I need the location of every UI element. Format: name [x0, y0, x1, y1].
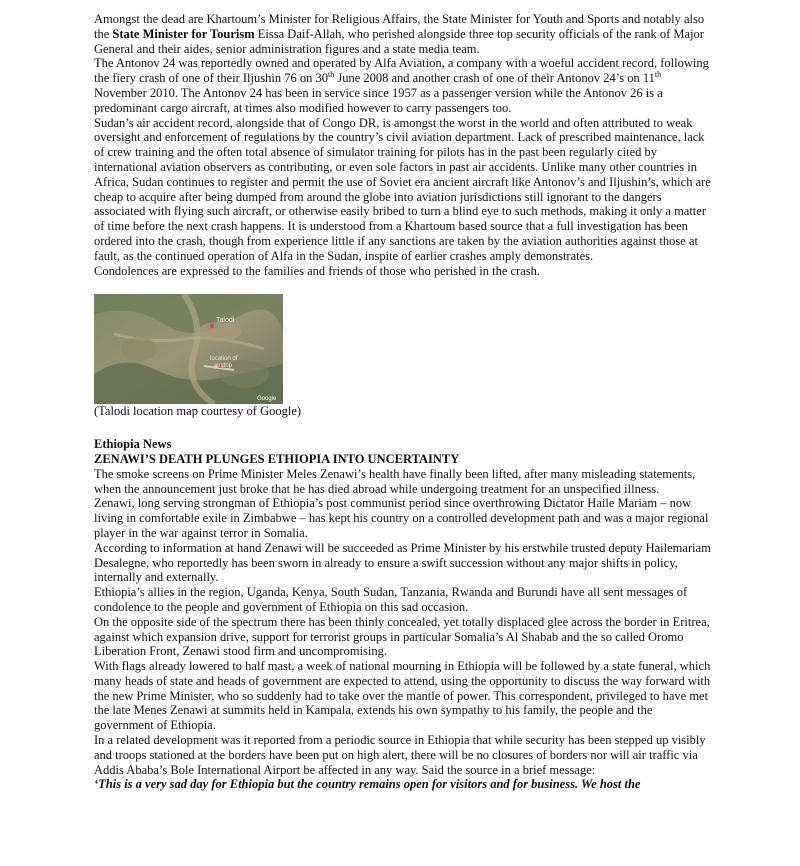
ethiopia-section: [94, 437, 714, 792]
quote-text: ‘This is a very sad day for Ethiopia but the country remains open for visitors and for business. We host the: [94, 777, 641, 792]
bold-text: State Minister for Tourism: [112, 26, 255, 41]
paragraph: In a related development was it reported from a periodic source in Ethiopia that while security has been stepped up visibly and troops stationed at the borders have been put on high alert, there will be no closures of borders nor will air traffic via Addis Ababa’s Bole International Airport be affected in any way. Said the source in a brief message:: [94, 733, 706, 777]
document-page: [94, 12, 714, 792]
paragraph: Ethiopia’s allies in the region, Uganda, Kenya, South Sudan, Tanzania, Rwanda and Burundi have all sent messages of condolence to the people and government of Ethiopia on this sad occasion.: [94, 585, 688, 614]
paragraph-condolences: Condolences are expressed to the families and friends of those who perished in the crash.: [94, 263, 541, 278]
paragraph: The smoke screens on Prime Minister Meles Zenawi’s health have finally been lifted, after many misleading statements, when the announcement just broke that he has died abroad while undergoing treatment for an unspecified illness.: [94, 466, 696, 496]
map-caption: (Talodi location map courtesy of Google): [94, 404, 302, 419]
paragraph-accident-record: Sudan’s air accident record, alongside that of Congo DR, is amongst the worst in the world and often attributed to weak oversight and enforcement of regulations by the country’s civil aviation department. Lack of prescribed maintenance, lack of crew training and the often total absence of simulator training for pilots has in the past been regularly cited by international aviation observers as contributing, or even sole factors in past air accidents. Unlike many other countries in Africa, Sudan continues to register and permit the use of Soviet era ancient aircraft like Antonov’s and Iljushin’s, which are cheap to acquire after being dumped from around the globe into aviation jurisdictions still ignorant to the dangers associated with flying such aircraft, or otherwise easily bribed to turn a blind eye to such methods, making it only a matter of time before the next crash happens. It is understood from a Khartoum based source that a full investigation has been ordered into the crash, though from experience little if any sanctions are taken by the aviation authorities against those at fault, as the continued operation of Alfa in the Sudan, inspite of earlier crashes amply demonstrates.: [94, 115, 711, 263]
paragraph: According to information at hand Zenawi will be succeeded as Prime Minister by his erstwhile trusted deputy Hailemariam Desalegne, who reportedly has been sworn in already to ensure a swift succession without any major shifts in policy, internally and externally.: [94, 540, 711, 585]
text-run: The Antonov 24 was reportedly owned and operated by Alfa Aviation, a company with a woeful accident record, following the fiery crash of one of their Iljushin 76 on 30: [94, 56, 709, 86]
map-graphic: [94, 294, 283, 404]
map-label-town: Talodi: [216, 317, 235, 325]
paragraph-victims: [94, 12, 714, 56]
headline: ZENAWI’S DEATH PLUNGES ETHIOPIA INTO UNCERTAINTY: [94, 451, 460, 466]
text-run: June 2008 and another crash of one of their Antonov 24’s on 11: [334, 71, 655, 86]
superscript: th: [654, 70, 662, 80]
text-run: Eissa Daif-Allah, who perished alongside three top security officials of the rank of Major General and their aides, senior administration figures and a state media team.: [94, 26, 704, 56]
paragraph-antonov: [94, 56, 714, 115]
paragraph: With flags already lowered to half mast, a week of national mourning in Ethiopia will be followed by a state funeral, which many heads of state and heads of government are expected to attend, using the opportunity to discuss the way forward with the new Prime Minister, who so suddenly had to take over the mantle of power. This correspondent, privileged to have met the late Menes Zenawi at summits held in Kampala, extends his own sympathy to his family, the people and the government of Ethiopia.: [94, 659, 711, 733]
map-label-airstrip: location of: [210, 356, 238, 363]
map-label-airstrip: airstrip: [214, 363, 233, 370]
section-title: Ethiopia News: [94, 437, 172, 452]
text-run: Amongst the dead are Khartoum’s Minister for Religious Affairs, the State Minister for Youth and Sports and notably also the: [94, 12, 705, 41]
paragraph: On the opposite side of the spectrum there has been thinly concealed, yet totally displaced glee across the border in Eritrea, against which expansion drive, support for terrorist groups in particular Somalia’s Al Shabab and the so called Oromo Liberation Front, Zenawi stood firm and uncompromising.: [94, 614, 710, 659]
superscript: th: [327, 70, 335, 80]
text-run: November 2010. The Antonov 24 has been in service since 1957 as a passenger version while the Antonov 26 is a predominant cargo aircraft, at times also modified however to carry passengers too.: [94, 85, 663, 115]
paragraph: Zenawi, long serving strongman of Ethiopia’s post communist period since overthrowing Dictator Haile Mariam – now living in comfortable exile in Zimbabwe – has kept his country on a controlled development path and was a major regional player in the war against terror in Somalia.: [94, 496, 709, 540]
satellite-map-image: [94, 294, 283, 404]
map-watermark: Google: [257, 396, 277, 403]
